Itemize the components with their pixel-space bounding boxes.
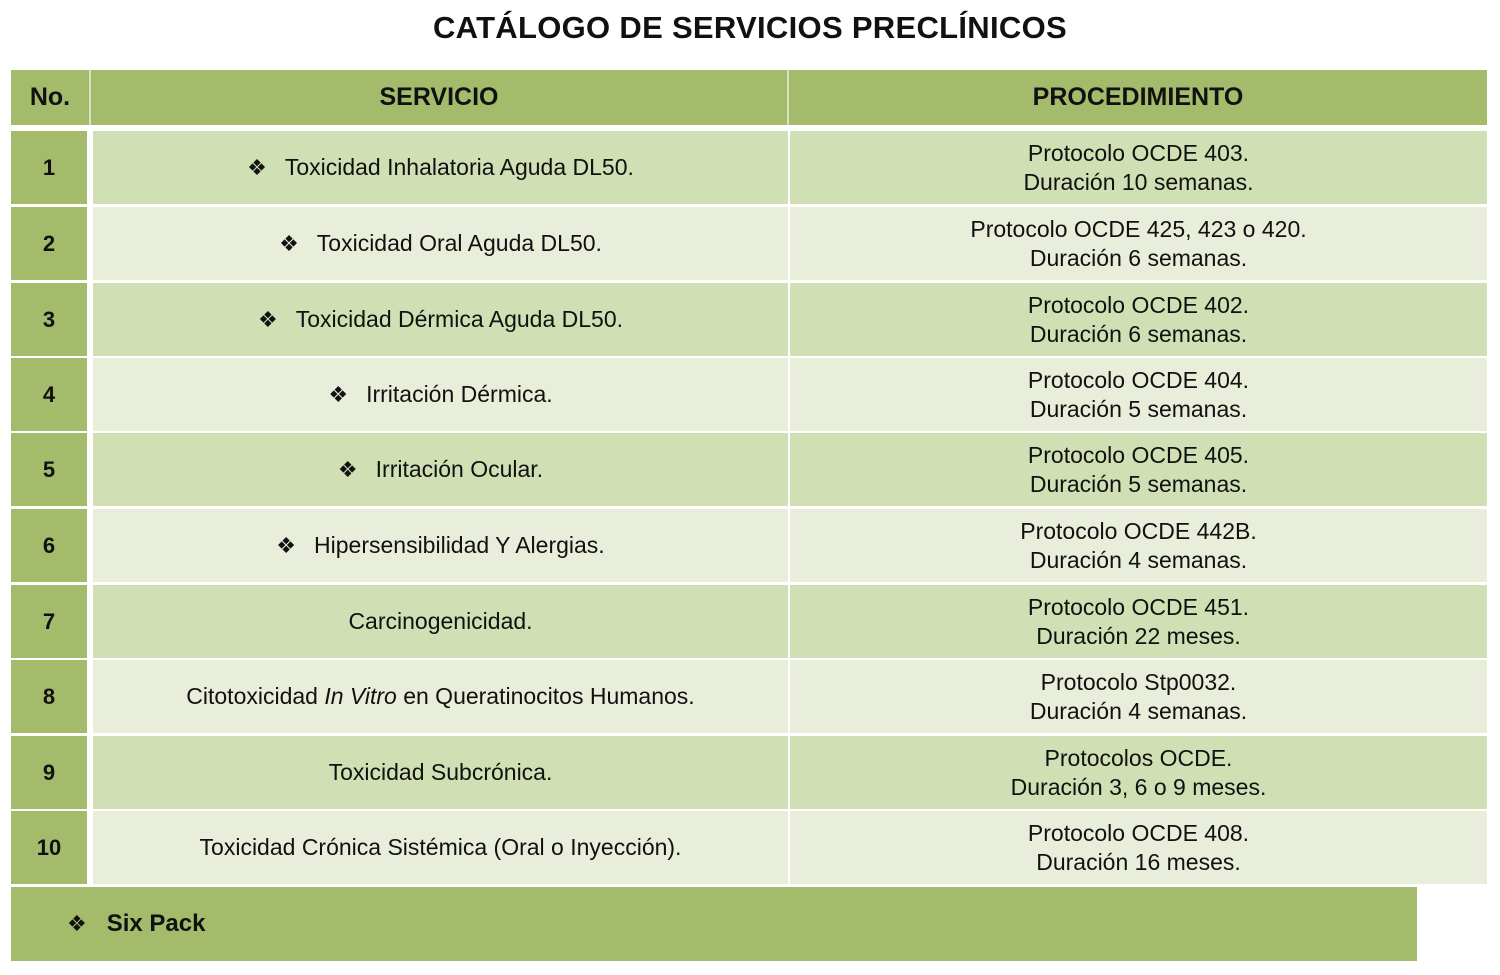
header-procedimiento: PROCEDIMIENTO [1032, 83, 1244, 111]
row-number: 3 [11, 283, 87, 356]
procedure-protocol: Protocolo OCDE 405. [1027, 441, 1250, 468]
service-label: Irritación Ocular. [375, 456, 544, 482]
row-number: 4 [11, 358, 87, 431]
header-divider [787, 70, 789, 125]
procedure-cell [790, 660, 1487, 733]
table-header [11, 70, 1487, 125]
diamond-bullet-icon: ❖ [257, 306, 278, 332]
service-cell [93, 509, 788, 582]
diamond-bullet-icon: ❖ [247, 154, 267, 180]
row-number: 1 [11, 131, 87, 204]
procedure-protocol: Protocolo OCDE 442B. [1020, 517, 1257, 544]
procedure-duration: Duración 6 semanas. [1029, 320, 1248, 347]
procedure-cell [790, 207, 1487, 280]
service-label-post: en Queratinocitos Humanos. [396, 683, 695, 709]
procedure-protocol: Protocolo OCDE 402. [1027, 291, 1250, 318]
service-cell [93, 358, 788, 431]
service-label: Toxicidad Oral Aguda DL50. [316, 230, 602, 256]
procedure-cell [790, 358, 1487, 431]
procedure-protocol: Protocolo OCDE 404. [1027, 366, 1250, 393]
service-cell [93, 131, 788, 204]
header-divider [89, 70, 91, 125]
service-cell [93, 283, 788, 356]
procedure-duration: Duración 6 semanas. [1029, 244, 1248, 271]
row-number: 6 [11, 509, 87, 582]
table-row [11, 585, 1487, 658]
service-cell [93, 660, 788, 733]
procedure-duration: Duración 5 semanas. [1029, 470, 1248, 497]
procedure-cell [790, 131, 1487, 204]
row-number: 8 [11, 660, 87, 733]
six-pack-label: Six Pack [106, 910, 206, 937]
service-cell [93, 433, 788, 506]
procedure-duration: Duración 5 semanas. [1029, 395, 1248, 422]
procedure-cell [790, 283, 1487, 356]
table-row [11, 660, 1487, 733]
row-number: 9 [11, 736, 87, 809]
service-cell [93, 585, 788, 658]
service-cell [93, 736, 788, 809]
procedure-cell [790, 811, 1487, 884]
procedure-protocol: Protocolo OCDE 425, 423 o 420. [970, 215, 1307, 242]
procedure-protocol: Protocolos OCDE. [1044, 744, 1233, 771]
procedure-cell [790, 585, 1487, 658]
service-label [186, 683, 694, 710]
procedure-cell [790, 736, 1487, 809]
service-label: Toxicidad Inhalatoria Aguda DL50. [284, 154, 634, 180]
table-row [11, 358, 1487, 431]
procedure-duration: Duración 3, 6 o 9 meses. [1010, 773, 1267, 800]
service-cell [93, 207, 788, 280]
procedure-protocol: Protocolo Stp0032. [1040, 668, 1237, 695]
row-number: 10 [11, 811, 87, 884]
procedure-duration: Duración 10 semanas. [1023, 168, 1254, 195]
diamond-bullet-icon: ❖ [328, 381, 349, 407]
six-pack-banner [11, 887, 1417, 961]
procedure-protocol: Protocolo OCDE 451. [1027, 593, 1250, 620]
table-row [11, 736, 1487, 809]
procedure-cell [790, 433, 1487, 506]
table-row [11, 509, 1487, 582]
procedure-protocol: Protocolo OCDE 403. [1027, 139, 1250, 166]
table-row [11, 811, 1487, 884]
service-cell [93, 811, 788, 884]
procedure-cell [790, 509, 1487, 582]
row-number: 2 [11, 207, 87, 280]
service-label: Toxicidad Crónica Sistémica (Oral o Inyección). [199, 834, 682, 860]
procedure-duration: Duración 16 meses. [1036, 848, 1241, 875]
header-no: No. [29, 83, 71, 111]
header-servicio: SERVICIO [379, 83, 499, 111]
row-number: 5 [11, 433, 87, 506]
procedure-duration: Duración 4 semanas. [1029, 697, 1248, 724]
service-label-italic: In Vitro [324, 683, 397, 709]
diamond-bullet-icon: ❖ [337, 456, 358, 482]
service-label: Toxicidad Subcrónica. [328, 759, 553, 785]
procedure-protocol: Protocolo OCDE 408. [1027, 819, 1250, 846]
service-label: Toxicidad Dérmica Aguda DL50. [295, 306, 624, 332]
diamond-bullet-icon: ❖ [67, 911, 87, 936]
page-title: CATÁLOGO DE SERVICIOS PRECLÍNICOS [433, 10, 1067, 45]
service-label: Irritación Dérmica. [366, 381, 553, 407]
table-row [11, 207, 1487, 280]
service-label-pre: Citotoxicidad [186, 683, 325, 709]
diamond-bullet-icon: ❖ [279, 230, 299, 256]
procedure-duration: Duración 4 semanas. [1029, 546, 1248, 573]
table-row [11, 131, 1487, 204]
service-label: Hipersensibilidad Y Alergias. [314, 532, 605, 558]
row-number: 7 [11, 585, 87, 658]
table-row [11, 283, 1487, 356]
service-label: Carcinogenicidad. [348, 608, 533, 634]
procedure-duration: Duración 22 meses. [1036, 622, 1241, 649]
table-row [11, 433, 1487, 506]
diamond-bullet-icon: ❖ [276, 532, 297, 558]
